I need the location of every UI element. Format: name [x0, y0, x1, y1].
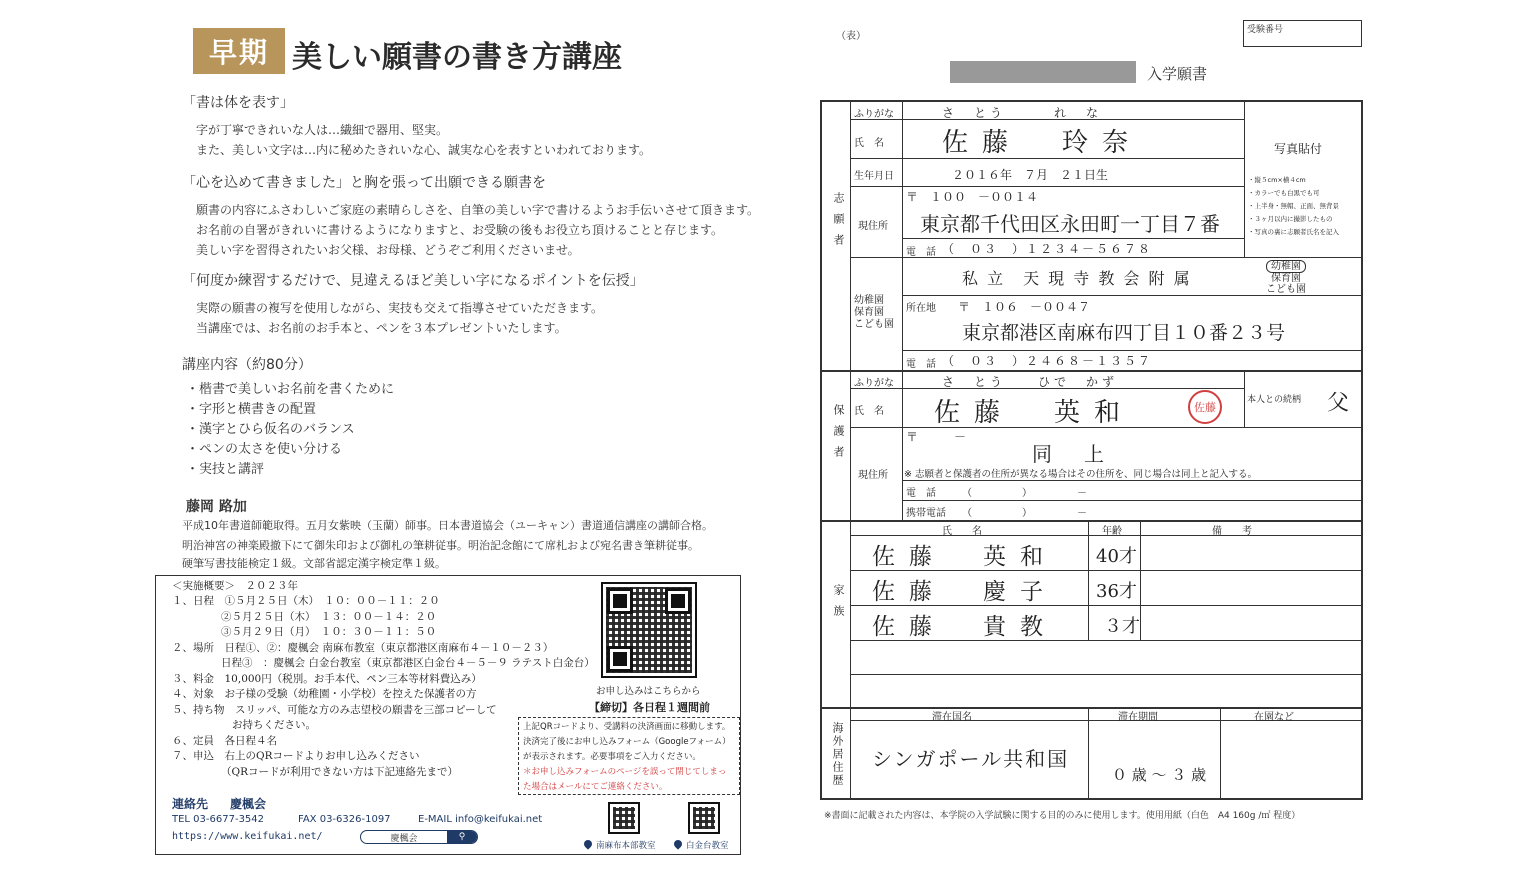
kindergarten-address: 東京都港区南麻布四丁目１０番２３号: [962, 322, 1286, 344]
family-member-name: 佐藤 英和: [872, 544, 1057, 570]
tel-value: （ ０３ ）１２３４－５６７８: [942, 242, 1153, 256]
info-line: ③５月２９日（月） １０：３０－１１：５０: [221, 626, 437, 638]
abroad-country: シンガポール共和国: [872, 747, 1070, 771]
family-member-age: ３才: [1104, 616, 1140, 637]
guardian-name: 佐藤 英和: [934, 398, 1135, 428]
paragraph: 当講座では、お名前のお手本と、ペンを３本プレゼントいたします。: [196, 321, 567, 335]
family-header-name: 氏 名: [942, 526, 982, 537]
org-name: 慶楓会: [230, 797, 267, 811]
abroad-period-header: 滞在期間: [1118, 712, 1158, 723]
list-item: ・実技と講評: [186, 462, 265, 477]
family-member-name: 佐藤 貴教: [872, 614, 1057, 640]
guardian-furigana: さ とう ひで かず: [942, 375, 1119, 389]
teacher-bio: 平成10年書道師範取得。五月女紫映（玉蘭）師事。日本書道協会（ユーキャン）書道通信講座の講師合格。: [182, 519, 713, 532]
form-title: 入学願書: [1147, 65, 1208, 83]
paragraph: 実際の願書の複写を使用しながら、実技も交えて指導させていただきます。: [196, 301, 604, 315]
info-line: ４、対象 お子様の受験（幼稚園・小学校）を控えた保護者の方: [172, 688, 477, 700]
pin-icon: [672, 838, 683, 849]
seal-stamp: 佐藤: [1188, 390, 1222, 424]
application-form: [820, 100, 1363, 800]
exam-number-field[interactable]: [1243, 20, 1362, 47]
info-line: お持ちください。: [232, 719, 316, 731]
info-line: ②５月２５日（木） １３：００－１４：２０: [221, 611, 437, 623]
fax: FAX 03-6326-1097: [298, 814, 391, 825]
location-1: [584, 839, 656, 851]
paragraph: 願書の内容にふさわしいご家庭の素晴らしさを、自筆の美しい字で書けるようお手伝いさせて頂きます。: [196, 203, 760, 217]
address-note: ※ 志願者と保護者の住所が異なる場合はその住所を、同じ場合は同上と記入する。: [904, 469, 1257, 480]
guardian-section-label: 保護者: [832, 404, 845, 467]
applicant-name: 佐藤 玲奈: [942, 128, 1143, 158]
teacher-bio: 硬筆写書技能検定１級。文部省認定漢字検定準１級。: [182, 557, 446, 570]
family-header-age: 年齢: [1102, 526, 1122, 537]
info-line: ２、場所 日程①、②：慶楓会 南麻布教室（東京都港区南麻布４－１０－２３）: [172, 642, 554, 654]
search-text: 慶楓会: [390, 833, 418, 844]
tel-label: 電 話: [906, 488, 936, 499]
paragraph: 美しい字を習得されたいお父様、お母様、どうぞご利用くださいませ。: [196, 243, 580, 257]
family-member-age: 36才: [1096, 581, 1137, 602]
abroad-school-header: 在園など: [1254, 712, 1294, 723]
furigana-value: さ とう れ な: [942, 106, 1103, 120]
teacher-bio: 明治神宮の神楽殿撤下にて御朱印および御札の筆耕従事。明治記念館にて席札および宛名書き筆耕従事。: [182, 539, 699, 552]
qr-code-small[interactable]: [608, 802, 640, 834]
tel: TEL 03-6677-3542: [172, 814, 265, 825]
info-line: ３、料金 10,000円（税別。お手本代、ペン三本等材料費込み）: [172, 673, 482, 685]
form-footer-note: ※書面に記載された内容は、本学院の入学試験に関する目的のみに使用します。使用用紙（白色 A4 160g /㎡ 程度）: [824, 811, 1301, 821]
family-member-name: 佐藤 慶子: [872, 579, 1057, 605]
qr-code-small[interactable]: [688, 802, 720, 834]
search-icon[interactable]: ⚲: [447, 831, 477, 843]
paragraph: お名前の自署がきれいに書けるようになりますと、お受験の後もお役立ち頂けることと存じます。: [196, 223, 724, 237]
info-line: （QRコードが利用できない方は下記連絡先まで）: [221, 766, 459, 778]
tel-label: 電 話: [906, 247, 936, 258]
section-heading: 「何度か練習するだけで、見違えるほど美しい字になるポイントを伝授」: [182, 273, 644, 289]
kindergarten-label: 幼稚園 保育園 こども園: [854, 295, 894, 330]
teacher-name: 藤岡 路加: [186, 499, 247, 515]
front-mark: （表）: [836, 31, 866, 42]
abroad-period: ０ 歳 ～ ３ 歳: [1112, 766, 1207, 784]
guardian-mobile: （ ） －: [962, 508, 1087, 519]
address-label: 現住所: [858, 221, 888, 232]
redacted-school-name: [950, 61, 1136, 83]
qr-caption: お申し込みはこちらから: [596, 686, 701, 697]
relation-value: 父: [1327, 391, 1350, 416]
location-label: 所在地: [906, 303, 936, 314]
email[interactable]: E-MAIL info@keifukai.net: [418, 814, 543, 825]
note-line: が表示されます。必要事項をご入力ください。: [523, 752, 701, 762]
kindergarten-type: 幼稚園 保育園 こども園: [1266, 261, 1306, 295]
section-heading: 「心を込めて書きました」と胸を張って出願できる願書を: [182, 175, 546, 191]
contact-label: 連絡先: [172, 797, 209, 811]
qr-code[interactable]: [601, 582, 697, 678]
pin-icon: [582, 838, 593, 849]
list-item: ・字形と横書きの配置: [186, 402, 317, 417]
info-line: ７、申込 右上のQRコードよりお申し込みください: [172, 750, 420, 762]
page-title: 美しい願書の書き方講座: [292, 40, 622, 75]
website-url[interactable]: https://www.keifukai.net/: [172, 831, 323, 842]
deadline: 【締切】各日程１週間前: [589, 701, 710, 714]
search-box[interactable]: [360, 830, 478, 844]
note-line: 決済完了後にお申し込みフォーム（Googleフォーム）: [523, 737, 731, 747]
payment-note-box: [518, 717, 740, 795]
section-heading: 「書は体を表す」: [182, 95, 294, 111]
info-line: ５、持ち物 スリッパ、可能な方のみ志望校の願書を三部コピーして: [172, 704, 497, 716]
exam-number-label: 受験番号: [1247, 25, 1284, 35]
info-line: 日程③ ：慶楓会 白金台教室（東京都港区白金台４－５－９ ラテスト白金台）: [221, 657, 595, 669]
kindergarten-name: 私 立 天 現 寺 教 会 附 属: [962, 269, 1192, 288]
furigana-label: ふりがな: [854, 109, 894, 120]
kindergarten-zip: 〒 １０６ －００４７: [958, 300, 1091, 314]
note-line: 上記QRコードより、受講料の決済画面に移動します。: [523, 722, 731, 732]
family-section-label: 家族: [832, 584, 845, 626]
applicant-section-label: 志願者: [832, 192, 845, 255]
address-value: 東京都千代田区永田町一丁目７番: [920, 212, 1220, 236]
tel-label: 電 話: [906, 359, 936, 370]
furigana-label: ふりがな: [854, 378, 894, 389]
guardian-zip: 〒 －: [906, 430, 967, 444]
photo-label: 写真貼付: [1274, 142, 1323, 156]
birth-value: ２０１６年 ７月 ２１日生: [952, 168, 1109, 182]
family-header-note: 備 考: [1212, 526, 1252, 537]
birth-label: 生年月日: [854, 171, 894, 182]
list-item: ・漢字とひら仮名のバランス: [186, 422, 355, 437]
early-badge: 早期: [193, 28, 285, 74]
abroad-country-header: 滞在国名: [932, 712, 972, 723]
family-member-age: 40才: [1096, 546, 1137, 567]
info-line: ６、定員 各日程４名: [172, 735, 277, 747]
info-line: ＜実施概要＞ ２０２３年: [172, 580, 298, 592]
abroad-section-label: 海外居住歴: [831, 722, 844, 787]
note-warning: た場合はメールにてご連絡ください。: [523, 782, 668, 792]
name-label: 氏 名: [854, 138, 884, 149]
photo-notes: ・縦５cm×横４cm ・カラーでも白黒でも可 ・上半身・無帽、正面、無背景 ・３ヶ月以内に撮影したもの ・写真の裏に志願者氏名を記入: [1248, 176, 1339, 236]
location-label: 白金台教室: [686, 841, 729, 851]
relation-label: 本人との続柄: [1247, 395, 1302, 405]
info-line: １、日程 ①５月２５日（木） １０：００－１１：２０: [172, 595, 440, 607]
info-box: [155, 575, 741, 855]
address-label: 現住所: [858, 470, 888, 481]
zip-code: 〒 １００ －００１４: [906, 190, 1039, 204]
course-heading: 講座内容（約80分）: [182, 357, 312, 373]
paragraph: 字が丁寧できれいな人は…繊細で器用、堅実。: [196, 123, 449, 137]
location-2: [674, 839, 729, 851]
name-label: 氏 名: [854, 406, 884, 417]
paragraph: また、美しい文字は…内に秘めたきれいな心、誠実な心を表すといわれております。: [196, 143, 652, 157]
guardian-tel: （ ） －: [962, 488, 1087, 499]
location-label: 南麻布本部教室: [596, 841, 656, 851]
list-item: ・楷書で美しいお名前を書くために: [186, 382, 395, 397]
mobile-label: 携帯電話: [906, 508, 946, 519]
kindergarten-tel: （ ０３ ）２４６８－１３５７: [942, 354, 1153, 368]
guardian-address: 同 上: [1032, 442, 1110, 466]
note-warning: ＊お申し込みフォームのページを誤って閉じてしまっ: [523, 767, 727, 777]
list-item: ・ペンの太さを使い分ける: [186, 442, 343, 457]
